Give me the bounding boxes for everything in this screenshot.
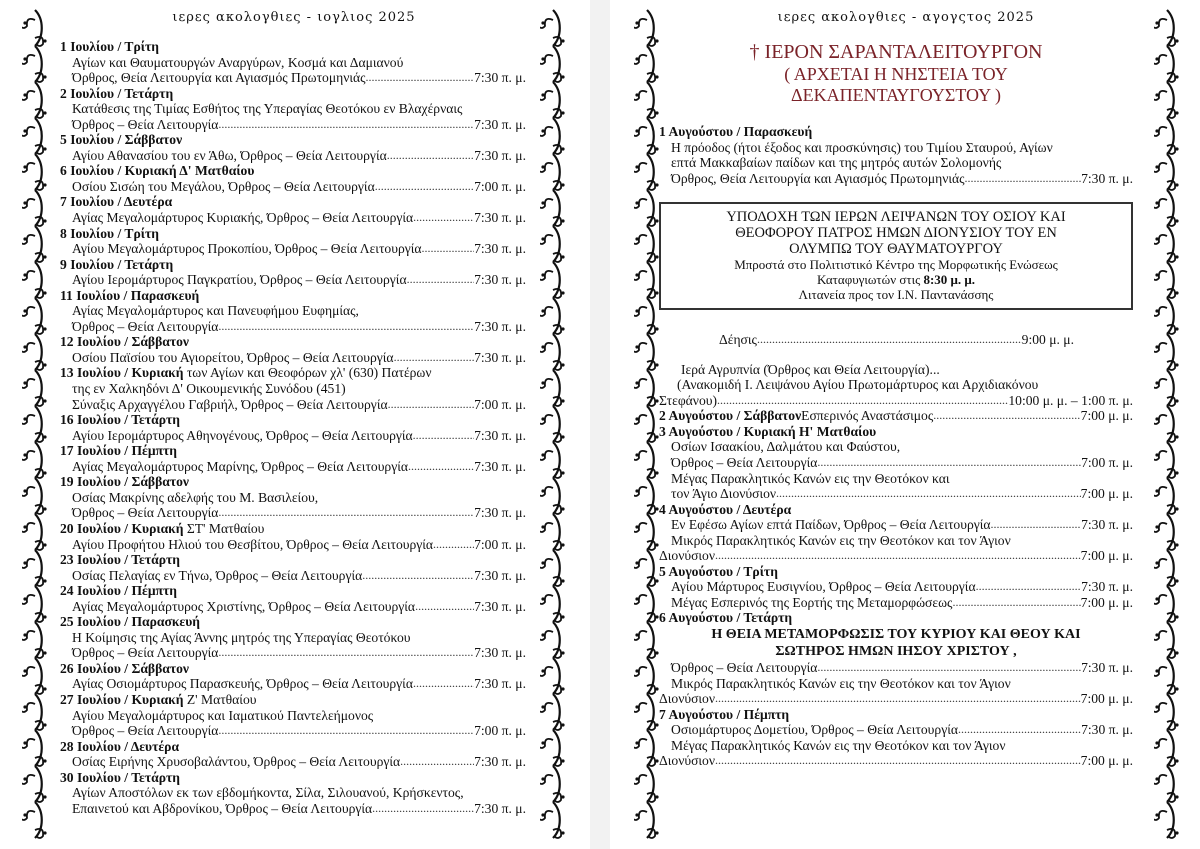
entry-heading: 16 Ιουλίου / Τετάρτη xyxy=(60,412,180,428)
service-text: Εν Εφέσω Αγίων επτά Παίδων, Όρθρος – Θεία Λειτουργία xyxy=(671,517,991,533)
service-time: 7:30 π. μ. xyxy=(474,210,526,226)
service-time: 7:00 π. μ. xyxy=(1081,455,1133,471)
leader-dots xyxy=(415,599,474,615)
service-time: 7:00 π. μ. xyxy=(474,536,526,552)
entry-line: Αγίων και Θαυματουργών Αναργύρων, Κοσμά και Δαμιανού xyxy=(72,54,404,70)
service-text: Δέησις xyxy=(719,332,757,348)
july-schedule xyxy=(60,39,526,816)
leader-dots xyxy=(991,517,1082,533)
service-text: Οσίου Σισώη του Μεγάλου, Όρθρος – Θεία Λειτουργία xyxy=(72,178,375,194)
entry-line: Οσίας Μακρίνης αδελφής του Μ. Βασιλείου, xyxy=(72,489,319,505)
service-line xyxy=(60,754,526,770)
entry-heading: 5 Αυγούστου / Τρίτη xyxy=(659,563,778,579)
announcement-procession: Λιτανεία προς τον Ι.Ν. Παντανάσσης xyxy=(798,287,994,303)
entry-line: Η Κοίμησις της Αγίας Άννης μητρός της Υπεραγίας Θεοτόκου xyxy=(72,629,411,645)
announcement-time: 8:30 μ. μ. xyxy=(923,272,976,288)
entry-heading: 1 Αυγούστου / Παρασκευή xyxy=(659,124,813,139)
service-text: Διονύσιον xyxy=(659,691,716,707)
entry-line: της εν Χαλκηδόνι Δ' Οικουμενικής Συνόδου (451) xyxy=(72,381,346,397)
service-time: 7:30 π. μ. xyxy=(1081,660,1133,676)
feast-heading: ΣΩΤΗΡΟΣ ΗΜΩΝ ΙΗΣΟΥ ΧΡΙΣΤΟΥ , xyxy=(775,644,1017,660)
service-time: 7:30 π. μ. xyxy=(1081,722,1133,738)
entry-line: Αγίου Μεγαλομάρτυρος και Ιαματικού Παντελεήμονος xyxy=(72,707,374,723)
entry-heading: 26 Ιουλίου / Σάββατον xyxy=(60,660,189,676)
service-text: Όρθρος – Θεία Λειτουργία xyxy=(671,660,818,676)
entry-heading: 3 Αυγούστου / Κυριακή Η' Ματθαίου xyxy=(659,423,877,439)
service-text: Οσίας Ειρήνης Χρυσοβαλάντου, Όρθρος – Θεία Λειτουργία xyxy=(72,754,401,770)
service-text: Επαινετού και Αβδρονίκου, Όρθρος – Θεία Λειτουργία xyxy=(72,800,373,816)
service-line xyxy=(60,272,526,288)
service-text: τον Άγιο Διονύσιον xyxy=(671,486,777,502)
service-line xyxy=(659,660,1133,676)
fast-note-line-1: ( ΑΡΧΕΤΑΙ Η ΝΗΣΤΕΙΑ ΤΟΥ xyxy=(784,64,1008,84)
service-text: Αγίου Αθανασίου του εν Άθω, Όρθρος – Θεία Λειτουργία xyxy=(72,147,387,163)
service-text: Οσίας Πελαγίας εν Τήνω, Όρθρος – Θεία Λειτουργία xyxy=(72,567,363,583)
service-line xyxy=(60,676,526,692)
service-time: 7:30 π. μ. xyxy=(1081,579,1133,595)
service-text: Οσίου Παϊσίου του Αγιορείτου, Όρθρος – Θεία Λειτουργία xyxy=(72,349,394,365)
service-text: Αγίας Μεγαλομάρτυρος Μαρίνης, Όρθρος – Θεία Λειτουργία xyxy=(72,458,408,474)
service-time: 7:00 μ. μ. xyxy=(1080,408,1133,424)
entry-heading: 20 Ιουλίου / Κυριακή ΣΤ' Ματθαίου xyxy=(60,520,265,536)
entry-heading: 7 Ιουλίου / Δευτέρα xyxy=(60,194,173,210)
leader-dots xyxy=(407,272,474,288)
leader-dots xyxy=(422,241,475,257)
service-text: Αγίου Ιερομάρτυρος Αθηνογένους, Όρθρος – Θεία Λειτουργία xyxy=(72,427,413,443)
leader-dots xyxy=(715,753,1081,769)
service-line xyxy=(60,645,526,661)
service-time: 7:30 π. μ. xyxy=(474,505,526,521)
leader-dots xyxy=(366,70,475,86)
service-text: Αγίου Προφήτου Ηλιού του Θεσβίτου, Όρθρος – Θεία Λειτουργία xyxy=(72,536,434,552)
entry-heading: 8 Ιουλίου / Τρίτη xyxy=(60,225,159,241)
leader-dots xyxy=(817,660,1081,676)
service-time: 9:00 μ. μ. xyxy=(1021,332,1074,348)
service-text: Διονύσιον xyxy=(659,753,716,769)
entry-heading: 28 Ιουλίου / Δευτέρα xyxy=(60,738,180,754)
leader-dots xyxy=(965,171,1082,187)
entry-heading: 4 Αυγούστου / Δευτέρα xyxy=(659,501,792,517)
leader-dots xyxy=(715,691,1081,707)
service-line xyxy=(60,241,526,257)
announcement-time-line: Καταφυγιωτών στις 8:30 μ. μ. xyxy=(816,272,976,288)
service-text: Όρθρος, Θεία Λειτουργία και Αγιασμός Πρωτομηνιάς xyxy=(72,70,366,86)
service-text: Όρθρος – Θεία Λειτουργία xyxy=(72,645,219,661)
relics-announcement-box xyxy=(659,202,1133,310)
service-line xyxy=(60,350,526,366)
service-time: 7:30 π. μ. xyxy=(474,116,526,132)
service-time: 7:00 μ. μ. xyxy=(1080,753,1133,769)
leader-dots xyxy=(933,408,1080,424)
entry-heading: 2 Ιουλίου / Τετάρτη xyxy=(60,85,174,101)
leader-dots xyxy=(394,350,475,366)
service-line xyxy=(60,179,526,195)
entry-line: Οσίων Ισαακίου, Δαλμάτου και Φαύστου, xyxy=(671,439,901,455)
leader-dots xyxy=(715,548,1081,564)
entry-heading: 1 Ιουλίου / Τρίτη xyxy=(60,39,159,54)
service-line xyxy=(659,408,1133,424)
feast-title: † ΙΕΡΟΝ ΣΑΡΑΝΤΑΛΕΙΤΟΥΡΓΟΝ xyxy=(749,41,1043,63)
service-text: Όρθρος – Θεία Λειτουργία xyxy=(72,505,219,521)
service-line xyxy=(60,599,526,615)
entry-heading: 2 Αυγούστου / Σάββατον xyxy=(659,408,802,424)
announcement-title: ΥΠΟΔΟΧΗ ΤΩΝ ΙΕΡΩΝ ΛΕΙΨΑΝΩΝ ΤΟΥ ΟΣΙΟΥ ΚΑΙ xyxy=(726,209,1066,226)
service-time: 7:00 π. μ. xyxy=(474,178,526,194)
service-text: Όρθρος – Θεία Λειτουργία xyxy=(72,318,219,334)
fast-note-line-2: ΔΕΚΑΠΕΝΤΑΥΓΟΥΣΤΟΥ ) xyxy=(791,85,1001,105)
service-time: 7:30 π. μ. xyxy=(474,70,526,86)
leader-dots xyxy=(375,179,474,195)
entry-line: Αγίας Μεγαλομάρτυρος και Πανευφήμου Ευφημίας, xyxy=(72,303,359,319)
service-text: Όρθρος – Θεία Λειτουργία xyxy=(671,455,818,471)
entry-heading: 23 Ιουλίου / Τετάρτη xyxy=(60,552,180,568)
left-page xyxy=(2,0,586,849)
service-line xyxy=(60,148,526,164)
service-time: 7:30 π. μ. xyxy=(474,676,526,692)
leader-dots xyxy=(776,486,1081,502)
service-line xyxy=(659,332,1074,348)
leader-dots xyxy=(958,722,1081,738)
leader-dots xyxy=(717,393,1008,409)
service-line xyxy=(60,801,526,817)
leader-dots xyxy=(387,148,474,164)
service-line xyxy=(659,753,1133,769)
service-text: Οσιομάρτυρος Δομετίου, Όρθρος – Θεία Λειτουργία xyxy=(671,722,958,738)
entry-line: (Ανακομιδή Ι. Λειψάνου Αγίου Πρωτομάρτυρος και Αρχιδιακόνου xyxy=(677,377,1039,393)
service-text: Όρθρος – Θεία Λειτουργία xyxy=(72,116,219,132)
service-time: 7:30 π. μ. xyxy=(474,147,526,163)
service-time: 7:00 π. μ. xyxy=(474,396,526,412)
announcement-location: Μπροστά στο Πολιτιστικό Κέντρο της Μορφωτικής Ενώσεως xyxy=(734,257,1058,273)
service-line xyxy=(659,579,1133,595)
entry-heading: 13 Ιουλίου / Κυριακή των Αγίων και Θεοφόρων χλ' (630) Πατέρων xyxy=(60,365,432,381)
entry-line: Αγίων Αποστόλων εκ των εβδομήκοντα, Σίλα, Σιλουανού, Κρήσκεντος, xyxy=(72,785,464,801)
entry-heading: 19 Ιουλίου / Σάββατον xyxy=(60,474,189,490)
service-text: Αγίας Οσιομάρτυρος Παρασκευής, Όρθρος – Θεία Λειτουργία xyxy=(72,676,413,692)
leader-dots xyxy=(218,505,474,521)
service-line xyxy=(659,171,1133,187)
page-gutter xyxy=(590,0,610,849)
service-line xyxy=(659,691,1133,707)
service-line xyxy=(659,393,1133,409)
leader-dots xyxy=(408,459,474,475)
vine-border-left xyxy=(22,8,48,843)
service-time: 7:00 μ. μ. xyxy=(1080,594,1133,610)
service-time: 7:00 μ. μ. xyxy=(1080,691,1133,707)
service-time: 7:30 π. μ. xyxy=(474,272,526,288)
page-header: ιερες ακολογθιες - αγογςτος 2025 xyxy=(777,10,1035,25)
service-time: 7:30 π. μ. xyxy=(474,754,526,770)
service-text: Διονύσιον xyxy=(659,548,716,564)
service-time: 7:30 π. μ. xyxy=(474,567,526,583)
service-line xyxy=(60,428,526,444)
service-time: 7:30 π. μ. xyxy=(474,427,526,443)
service-text: Μέγας Εσπερινός της Εορτής της Μεταμορφώσεως xyxy=(671,594,953,610)
august-schedule xyxy=(659,40,1133,769)
service-text: Αγίου Μεγαλομάρτυρος Προκοπίου, Όρθρος – Θεία Λειτουργία xyxy=(72,241,422,257)
service-time: 7:30 π. μ. xyxy=(474,645,526,661)
service-time: 7:30 π. μ. xyxy=(474,800,526,816)
leader-dots xyxy=(952,595,1080,611)
entry-heading: 7 Αυγούστου / Πέμπτη xyxy=(659,706,790,722)
service-line xyxy=(60,723,526,739)
entry-line: Μικρός Παρακλητικός Κανών εις την Θεοτόκον και τον Άγιον xyxy=(671,532,1011,548)
right-page xyxy=(614,0,1198,849)
entry-heading: 6 Ιουλίου / Κυριακή Δ' Ματθαίου xyxy=(60,163,255,179)
leader-dots xyxy=(413,676,474,692)
service-time: 7:30 π. μ. xyxy=(474,458,526,474)
leader-dots xyxy=(218,723,474,739)
announcement-title: ΟΛΥΜΠΩ ΤΟΥ ΘΑΥΜΑΤΟΥΡΓΟΥ xyxy=(789,241,1003,258)
leader-dots xyxy=(372,801,474,817)
leader-dots xyxy=(976,579,1082,595)
leader-dots xyxy=(362,568,474,584)
service-line xyxy=(60,537,526,553)
entry-line: Ιερά Αγρυπνία (Όρθρος και Θεία Λειτουργία)... xyxy=(681,361,940,377)
service-time: 7:00 π. μ. xyxy=(474,723,526,739)
service-line xyxy=(60,319,526,335)
service-time: 7:30 π. μ. xyxy=(474,318,526,334)
entry-line: Μικρός Παρακλητικός Κανών εις την Θεοτόκον και τον Άγιον xyxy=(671,675,1011,691)
service-text: Εσπερινός Αναστάσιμος xyxy=(801,408,934,424)
service-text: Σύναξις Αρχαγγέλου Γαβριήλ, Όρθρος – Θεία Λειτουργία xyxy=(72,396,388,412)
service-text: Στεφάνου) xyxy=(659,392,718,408)
service-line xyxy=(659,595,1133,611)
service-time: 7:30 π. μ. xyxy=(474,598,526,614)
service-time: 7:30 π. μ. xyxy=(1081,517,1133,533)
entry-heading: 9 Ιουλίου / Τετάρτη xyxy=(60,256,174,272)
service-text: Αγίας Μεγαλομάρτυρος Χριστίνης, Όρθρος – Θεία Λειτουργία xyxy=(72,598,416,614)
entry-line: Η πρόοδος (ήτοι έξοδος και προσκύνησις) του Τιμίου Σταυρού, Αγίων xyxy=(671,139,1053,155)
vine-border-right xyxy=(1154,8,1180,843)
feast-heading: Η ΘΕΙΑ ΜΕΤΑΜΟΡΦΩΣΙΣ ΤΟΥ ΚΥΡΙΟΥ ΚΑΙ ΘΕΟΥ ΚΑΙ xyxy=(711,627,1081,643)
service-text: Αγίας Μεγαλομάρτυρος Κυριακής, Όρθρος – Θεία Λειτουργία xyxy=(72,210,414,226)
service-text: Αγίου Ιερομάρτυρος Παγκρατίου, Όρθρος – Θεία Λειτουργία xyxy=(72,272,407,288)
leader-dots xyxy=(388,397,474,413)
service-line xyxy=(60,70,526,86)
service-time: 7:00 μ. μ. xyxy=(1080,486,1133,502)
entry-heading: 27 Ιουλίου / Κυριακή Ζ' Ματθαίου xyxy=(60,691,257,707)
service-line xyxy=(659,486,1133,502)
entry-heading: 5 Ιουλίου / Σάββατον xyxy=(60,132,183,148)
service-line xyxy=(60,505,526,521)
service-text: Όρθρος – Θεία Λειτουργία xyxy=(72,723,219,739)
entry-heading: 24 Ιουλίου / Πέμπτη xyxy=(60,583,177,599)
service-line xyxy=(60,210,526,226)
service-time: 7:30 π. μ. xyxy=(474,241,526,257)
service-time: 7:30 π. μ. xyxy=(474,349,526,365)
service-line xyxy=(60,397,526,413)
entry-line: Μέγας Παρακλητικός Κανών εις την Θεοτόκον και τον Άγιον xyxy=(671,737,1006,753)
leader-dots xyxy=(413,428,474,444)
leader-dots xyxy=(433,537,474,553)
entry-heading: 6 Αυγούστου / Τετάρτη xyxy=(659,610,793,626)
service-time: 7:00 μ. μ. xyxy=(1080,548,1133,564)
service-line xyxy=(60,459,526,475)
service-line xyxy=(60,568,526,584)
service-line xyxy=(659,548,1133,564)
service-line xyxy=(659,517,1133,533)
service-time: 10:00 μ. μ. – 1:00 π. μ. xyxy=(1008,392,1133,408)
leader-dots xyxy=(817,455,1081,471)
leader-dots xyxy=(413,210,474,226)
entry-heading: 11 Ιουλίου / Παρασκευή xyxy=(60,287,200,303)
service-line xyxy=(60,117,526,133)
leader-dots xyxy=(400,754,474,770)
service-line xyxy=(659,455,1133,471)
entry-heading: 17 Ιουλίου / Πέμπτη xyxy=(60,443,177,459)
vine-border-left xyxy=(634,8,660,843)
service-text: Όρθρος, Θεία Λειτουργία και Αγιασμός Πρωτομηνιάς xyxy=(671,170,965,186)
leader-dots xyxy=(218,645,474,661)
entry-line: επτά Μακκαβαίων παίδων και της μητρός αυτών Σολομονής xyxy=(671,155,1002,171)
entry-line: Κατάθεσις της Τιμίας Εσθήτος της Υπεραγίας Θεοτόκου εν Βλαχέρναις xyxy=(72,101,463,117)
service-text: Αγίου Μάρτυρος Ευσιγνίου, Όρθρος – Θεία Λειτουργία xyxy=(671,579,976,595)
vine-border-right xyxy=(540,8,566,843)
entry-heading: 25 Ιουλίου / Παρασκευή xyxy=(60,614,200,630)
leader-dots xyxy=(757,332,1022,348)
entry-line: Μέγας Παρακλητικός Κανών εις την Θεοτόκον και xyxy=(671,470,950,486)
service-time: 7:30 π. μ. xyxy=(1081,170,1133,186)
service-line xyxy=(659,722,1133,738)
entry-heading: 30 Ιουλίου / Τετάρτη xyxy=(60,769,180,785)
leader-dots xyxy=(218,319,474,335)
announcement-title: ΘΕΟΦΟΡΟΥ ΠΑΤΡΟΣ ΗΜΩΝ ΔΙΟΝΥΣΙΟΥ ΤΟΥ ΕΝ xyxy=(735,225,1057,242)
page-header: ιερες ακολογθιες - ιογλιος 2025 xyxy=(172,10,416,25)
leader-dots xyxy=(218,117,474,133)
entry-heading: 12 Ιουλίου / Σάββατον xyxy=(60,334,189,350)
